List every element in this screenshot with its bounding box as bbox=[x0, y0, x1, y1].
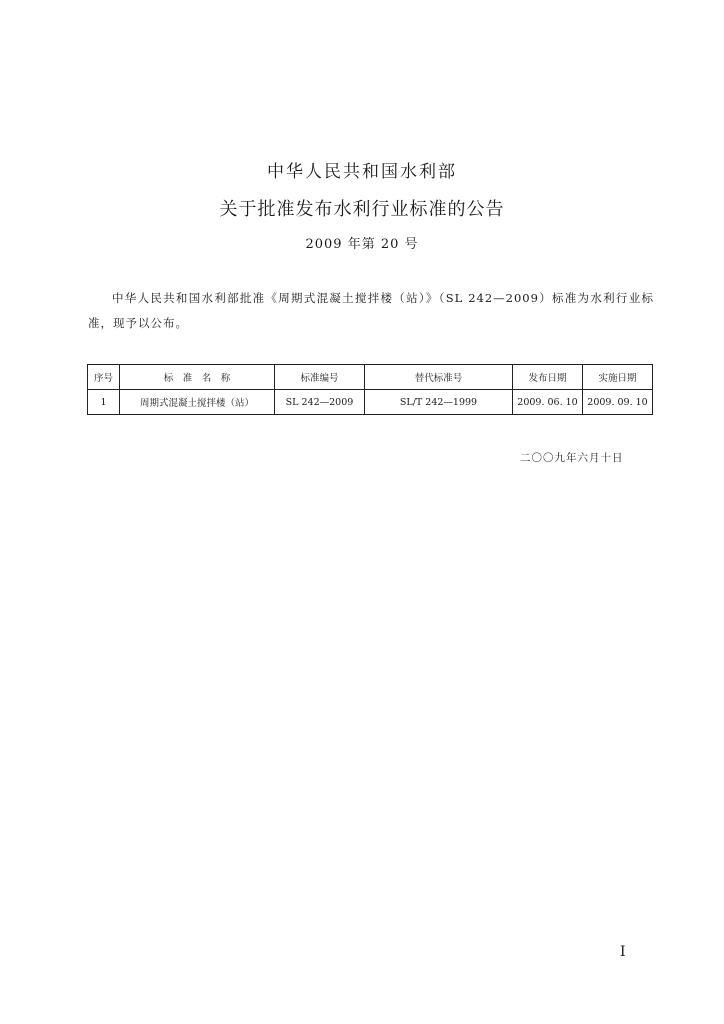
cell-effective-date: 2009. 09. 10 bbox=[583, 390, 653, 415]
cell-standard-code: SL 242—2009 bbox=[275, 390, 365, 415]
table-row bbox=[88, 390, 653, 415]
cell-replaced-code: SL/T 242—1999 bbox=[365, 390, 513, 415]
cell-index: 1 bbox=[88, 390, 120, 415]
header-index: 序号 bbox=[88, 365, 120, 390]
document-title: 关于批准发布水利行业标准的公告 bbox=[219, 199, 505, 220]
cell-release-date: 2009. 06. 10 bbox=[513, 390, 583, 415]
page-number: I bbox=[620, 944, 626, 960]
header-standard-name: 标 准 名 称 bbox=[120, 365, 275, 390]
issue-date: 二〇〇九年六月十日 bbox=[520, 452, 624, 464]
header-standard-code: 标准编号 bbox=[275, 365, 365, 390]
issue-number: 2009 年第 20 号 bbox=[305, 237, 419, 252]
header-release-date: 发布日期 bbox=[513, 365, 583, 390]
announcement-paragraph: 中华人民共和国水利部批准《周期式混凝土搅拌楼（站）》（SL 242—2009）标准为水利行业标准，现予以公布。 bbox=[88, 291, 654, 330]
table-header-row bbox=[88, 365, 653, 390]
standards-table bbox=[87, 364, 653, 415]
cell-standard-name: 周期式混凝土搅拌楼（站） bbox=[120, 390, 275, 415]
ministry-heading: 中华人民共和国水利部 bbox=[267, 162, 457, 182]
header-replaced-code: 替代标准号 bbox=[365, 365, 513, 390]
header-effective-date: 实施日期 bbox=[583, 365, 653, 390]
